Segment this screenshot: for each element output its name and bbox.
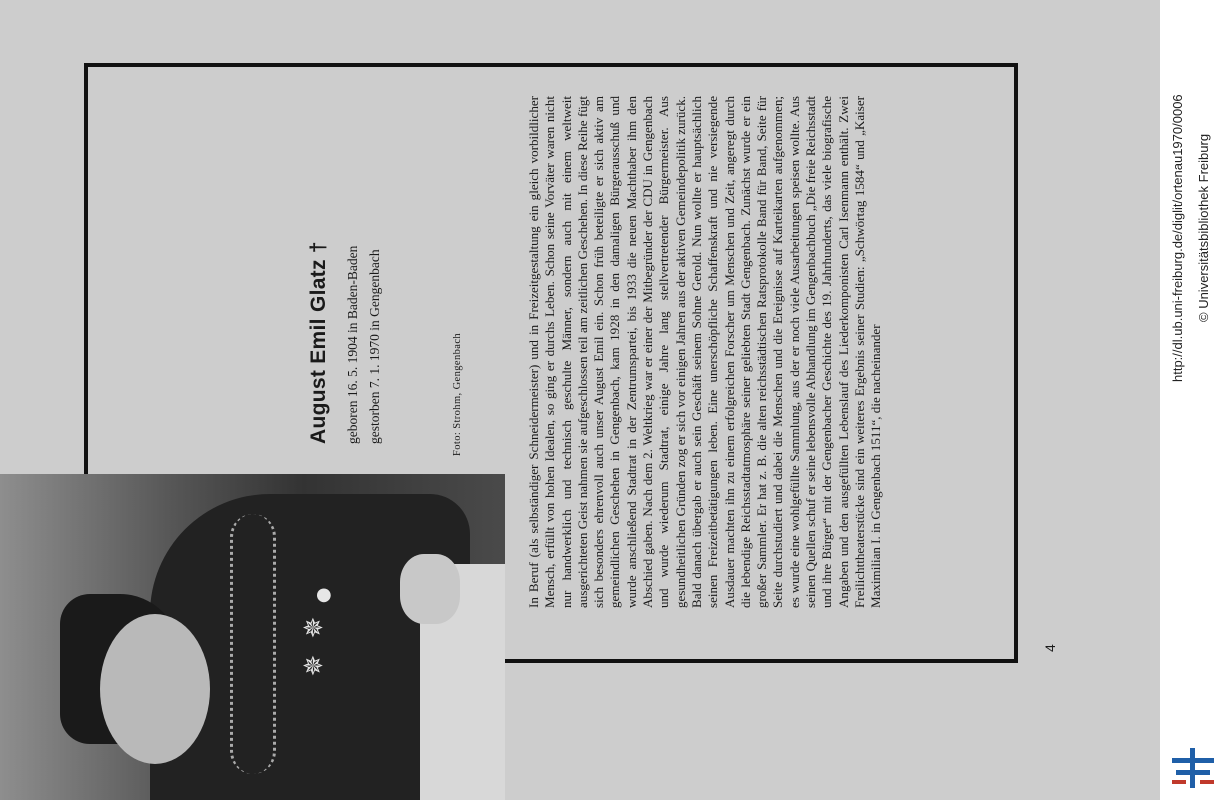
page-number: 4	[1042, 644, 1058, 652]
source-url-link[interactable]: http://dl.ub.uni-freiburg.de/diglit/ortenau1970/0006	[1170, 94, 1185, 382]
medal-icon: ●	[316, 584, 332, 605]
death-date: gestorben 7. 1. 1970 in Gengenbach	[367, 249, 382, 444]
medal-star-icon: ✵	[302, 614, 324, 644]
birth-date: geboren 16. 5. 1904 in Baden-Baden	[345, 245, 360, 444]
body-paragraph: In Beruf (als selbständiger Schneidermeister) und in Freizeitgestaltung ein gleich vorbildlicher Mensch, erfüllt von hohen Idealen, so ging er durchs Leben. Schon seine Vorväter waren nicht nur handwerklich und technisch geschulte Männer, sondern auch mit einem weltweit ausgerichteten Geist nahmen sie aufgeschlossen teil am zeitlichen Geschehen. In diese Reihe fügt sich besonders ehrenvoll auch unser August Emil ein. Schon früh beteiligte er sich aktiv am gemeindlichen Geschehen in Gengenbach, kam 1928 in den damaligen Bürgerausschuß und wurde anschließend Stadtrat in der Zentrumspartei, bis 1933 die neuen Machthaber ihm den Abschied gaben. Nach dem 2. Weltkrieg war er einer der Mitbegründer der CDU in Gengenbach und wurde wiederum Stadtrat, einige Jahre lang stellvertretender Bürgermeister. Aus gesundheitlichen Gründen zog er sich vor einigen Jahren aus der aktiven Gemeindepolitik zurück. Bald danach übergab er auch sein Geschäft seinem Sohne Gerold. Nun wollte er hauptsächlich seinen Freizeitbetätigungen leben. Eine unerschöpfliche Schaffenskraft und nie versiegende Ausdauer machten ihn zu einem erfolgreichen Forscher um Menschen und Zeit, angeregt durch die lebendige Reichsstadtatmosphäre seiner geliebten Stadt Gengenbach. Zunächst wurde er ein großer Sammler. Er hat z. B. die alten reichsstädtischen Ratsprotokolle Band für Band, Seite für Seite durchstudiert und dabei die Menschen und die Ereignisse auf Karteikarten aufgenommen; es wurde eine wohlgefüllte Sammlung, aus der er noch viele Ausarbeitungen speisen wollte. Aus seinen Quellen schuf er seine lebensvolle Abhandlung im Gengenbachbuch „Die freie Reichsstadt und ihre Bürger“ mit der Gengenbacher Geschichte des 19. Jahrhunderts, das viele biografische Angaben und den ausgefüllten Lebenslauf des Liederkomponisten Carl Isenmann enthält. Zwei Freilichttheaterstücke sind ein weiteres Ergebnis seiner Studien: „Schwörtag 1584“ und „Kaiser Maximilian I. in Gengenbach 1511“, die nacheinander	[526, 96, 884, 608]
copyright-notice: © Universitätsbibliothek Freiburg	[1196, 133, 1211, 322]
hand-shape	[400, 554, 460, 624]
library-sidebar	[1160, 0, 1220, 800]
photo-credit: Foto: Strohm, Gengenbach	[452, 332, 463, 456]
article-title: August Emil Glatz †	[307, 241, 330, 444]
aiguillette-shape	[230, 514, 276, 774]
portrait-photo	[0, 474, 505, 800]
frame-bottom-rule	[505, 659, 1018, 663]
medal-star-icon: ✵	[302, 652, 324, 682]
life-dates	[342, 246, 386, 444]
ub-freiburg-logo-icon	[1172, 748, 1214, 788]
article-body	[526, 96, 996, 608]
face-shape	[100, 614, 210, 764]
